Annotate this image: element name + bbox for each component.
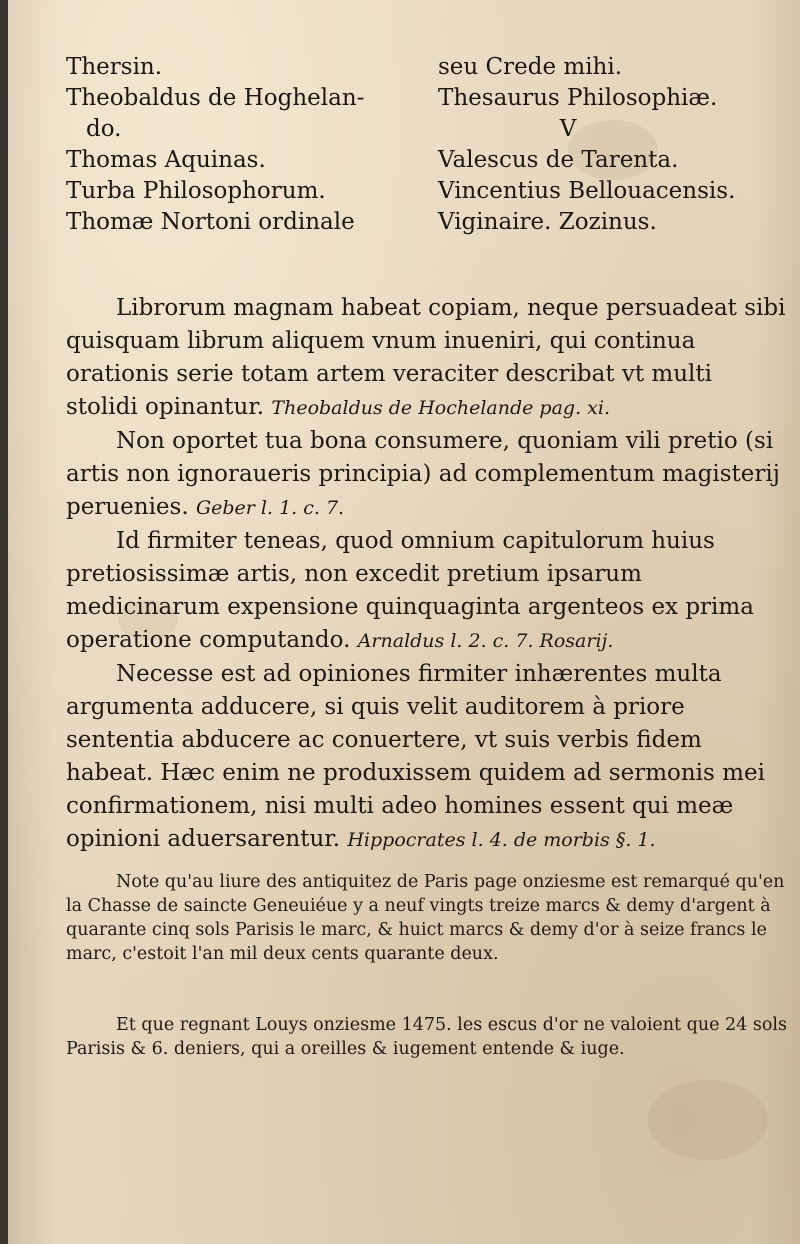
quotation-text: Id firmiter teneas, quod omnium capitulorum huius pretiosissimæ artis, non excedit pretium ipsarum medicinarum expensione quinquaginta argenteos ex prima operatione computando. xyxy=(66,528,754,653)
index-entry: Theobaldus de Hoghelan- xyxy=(66,85,365,111)
source-citation: Geber l. 1. c. 7. xyxy=(195,497,345,519)
french-note xyxy=(66,870,788,966)
quotation-paragraph xyxy=(66,425,788,525)
index-entry: Valescus de Tarenta. xyxy=(438,147,679,173)
note-paragraph: Et que regnant Louys onziesme 1475. les escus d'or ne valoient que 24 sols Parisis & 6. deniers, qui a oreilles & iugement entende & iuge. xyxy=(66,1015,787,1059)
index-entry: seu Crede mihi. xyxy=(438,54,623,80)
quotation-text: Non oportet tua bona consumere, quoniam vili pretio (si artis non ignoraueris principia) ad complementum magisterij peruenies. xyxy=(66,428,780,520)
french-note xyxy=(66,1013,788,1061)
source-citation: Hippocrates l. 4. de morbis §. 1. xyxy=(347,829,656,851)
index-left-column xyxy=(66,52,416,238)
index-entry: Thesaurus Philosophiæ. xyxy=(438,85,718,111)
note-paragraph: Note qu'au liure des antiquitez de Paris page onziesme est remarqué qu'en la Chasse de saincte Geneuiéue y a neuf vingts treize marcs & demy d'argent à quarante cinq sols Parisis le marc, & huict marcs & demy d'or à seize francs le marc, c'estoit l'an mil deux cents quarante deux. xyxy=(66,872,785,964)
index-entry: do. xyxy=(86,116,122,142)
quotations xyxy=(66,292,788,857)
index-entry: Viginaire. Zozinus. xyxy=(438,209,657,235)
quotation-text: Librorum magnam habeat copiam, neque persuadeat sibi quisquam librum aliquem vnum inueniri, qui continua orationis serie totam artem veraciter describat vt multi stolidi opinantur. xyxy=(66,295,786,420)
index-entry: Thomas Aquinas. xyxy=(66,147,266,173)
source-citation: Theobaldus de Hochelande pag. xi. xyxy=(271,397,610,419)
source-citation: Arnaldus l. 2. c. 7. Rosarij. xyxy=(357,630,614,652)
index-entry: Thersin. xyxy=(66,54,163,80)
quotation-paragraph xyxy=(66,658,788,857)
index-entry: Vincentius Bellouacensis. xyxy=(438,178,736,204)
index-entry: Thomæ Nortoni ordinale xyxy=(66,209,355,235)
index-entry: Turba Philosophorum. xyxy=(66,178,326,204)
quotation-paragraph xyxy=(66,292,788,425)
quotation-paragraph xyxy=(66,525,788,658)
quotation-text: Necesse est ad opiniones firmiter inhærentes multa argumenta adducere, si quis velit auditorem à priore sententia abducere ac conuertere, vt suis verbis fidem habeat. Hæc enim ne produxissem quidem ad sermonis mei confirmationem, nisi multi adeo homines essent qui meæ opinioni aduersarentur. xyxy=(66,661,765,852)
index-letter-heading: V xyxy=(559,116,577,142)
paper-stain xyxy=(648,1080,768,1160)
index-right-column xyxy=(438,52,778,238)
book-page xyxy=(8,0,800,1244)
